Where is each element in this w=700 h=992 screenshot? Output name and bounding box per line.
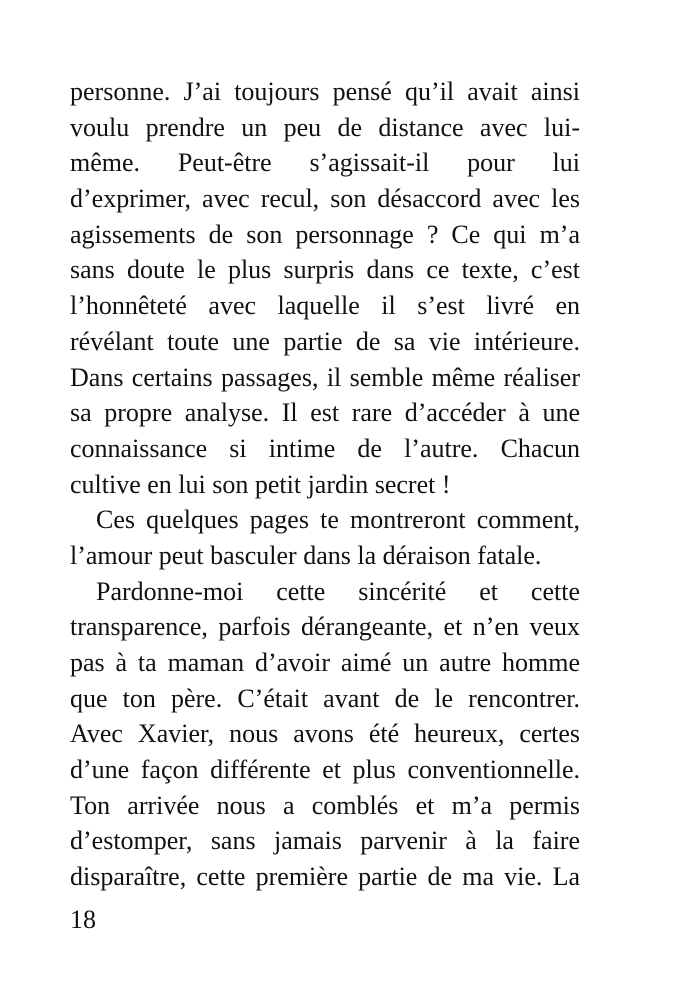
paragraph-3 <box>70 574 580 895</box>
text-line: que ton père. C’était avant de le rencontrer. <box>70 683 580 713</box>
text-line: même. Peut-être s’agissait-il pour lui <box>70 148 580 178</box>
text-line: d’une façon différente et plus conventionnelle. <box>70 755 580 785</box>
text-line: l’honnêteté avec laquelle il s’est livré en <box>70 291 580 321</box>
page-body <box>70 74 580 895</box>
paragraph-1 <box>70 74 580 502</box>
text-line: connaissance si intime de l’autre. Chacun <box>70 433 580 463</box>
text-line: voulu prendre un peu de distance avec lui- <box>70 112 580 142</box>
text-line: Avec Xavier, nous avons été heureux, certes <box>70 719 580 749</box>
text-line: cultive en lui son petit jardin secret ! <box>70 469 451 499</box>
text-line: disparaître, cette première partie de ma vie. La <box>70 862 580 892</box>
text-line: d’estomper, sans jamais parvenir à la faire <box>70 826 580 856</box>
text-line: pas à ta maman d’avoir aimé un autre homme <box>70 648 580 677</box>
text-line: Dans certains passages, il semble même réaliser <box>70 362 580 392</box>
text-line: révélant toute une partie de sa vie intérieure. <box>70 326 580 356</box>
text-line: Ces quelques pages te montreront comment, <box>96 505 580 535</box>
text-line: sa propre analyse. Il est rare d’accéder à une <box>70 398 580 428</box>
text-line: Pardonne-moi cette sincérité et cette <box>96 576 580 606</box>
text-line: personne. J’ai toujours pensé qu’il avait ainsi <box>70 77 580 106</box>
text-line: d’exprimer, avec recul, son désaccord avec les <box>70 184 580 214</box>
paragraph-2 <box>70 502 580 573</box>
text-line: transparence, parfois dérangeante, et n’en veux <box>70 612 580 642</box>
text-line: Ton arrivée nous a comblés et m’a permis <box>70 790 580 820</box>
page-number: 18 <box>70 905 96 934</box>
text-line: agissements de son personnage ? Ce qui m’a <box>70 219 580 249</box>
text-line: l’amour peut basculer dans la déraison fatale. <box>70 540 542 570</box>
text-line: sans doute le plus surpris dans ce texte, c’est <box>70 255 580 285</box>
